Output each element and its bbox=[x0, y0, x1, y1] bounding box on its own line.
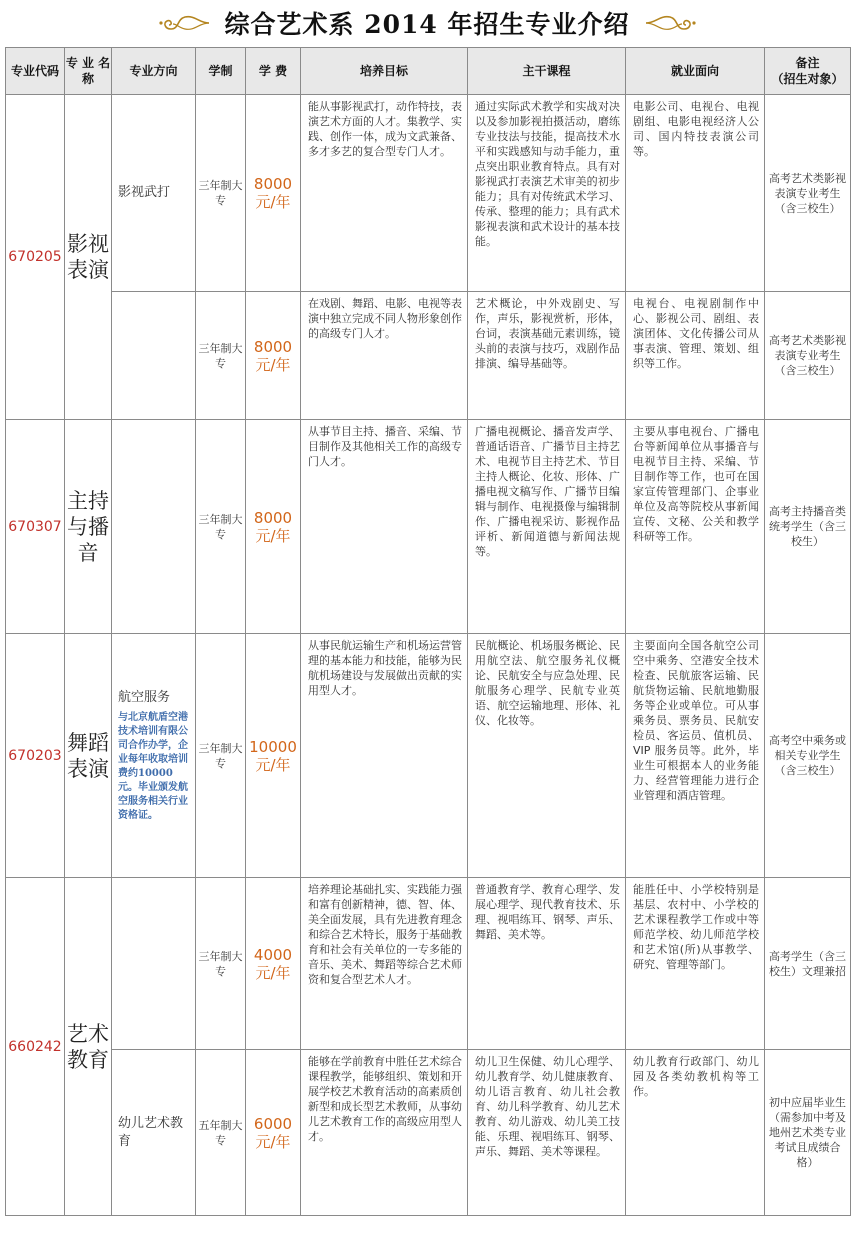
main-courses: 通过实际武术教学和实战对决以及参加影视拍摄活动，磨练专业技法与技能，提高技术水平和实践感知与动手能力，重点突出职业教育特点。具有对影视武打表演艺术审美的初步能力；具有对传统武术学习、传承、整理的能力；具有武术影视表演和武术设计的基本技能。 bbox=[468, 95, 626, 292]
employment-direction: 幼儿教育行政部门、幼儿园及各类幼教机构等工作。 bbox=[626, 1050, 765, 1216]
program-table bbox=[5, 47, 851, 1216]
major-direction: 航空服务 bbox=[118, 689, 171, 705]
employment-direction: 能胜任中、小学校特别是基层、农村中、小学校的艺术课程教学工作或中等师范学校、幼儿师范学校和艺术馆(所)从事教学、研究、管理等部门。 bbox=[626, 878, 765, 1050]
major-direction-cell bbox=[112, 634, 196, 878]
tuition-fee: 8000元/年 bbox=[246, 95, 301, 292]
enrollment-remark: 高考艺术类影视表演专业考生（含三校生） bbox=[765, 292, 851, 420]
enrollment-remark: 高考空中乘务或相关专业学生（含三校生） bbox=[765, 634, 851, 878]
study-system: 三年制大专 bbox=[196, 878, 246, 1050]
study-system: 三年制大专 bbox=[196, 292, 246, 420]
major-code: 670203 bbox=[6, 634, 65, 878]
major-direction: 幼儿艺术教育 bbox=[112, 1050, 196, 1216]
main-courses: 民航概论、机场服务概论、民用航空法、航空服务礼仪概论、民航安全与应急处理、民航服务心理学、民航专业英语、航空运输地理、形体、礼仪、化妆等。 bbox=[468, 634, 626, 878]
header-name: 专 业 名 称 bbox=[65, 48, 112, 95]
table-row bbox=[6, 634, 851, 878]
employment-direction: 主要从事电视台、广播电台等新闻单位从事播音与电视节目主持、采编、节目制作等工作，也可在国家宣传管理部门、企事业单位及高等院校从事新闻宣传、文秘、公关和教学科研等工作。 bbox=[626, 420, 765, 634]
study-system: 三年制大专 bbox=[196, 634, 246, 878]
header-remark-subtitle: （招生对象） bbox=[771, 72, 844, 86]
right-ornament-icon bbox=[644, 11, 700, 35]
main-courses: 艺术概论，中外戏剧史、写作，声乐，影视赏析，形体，台词，表演基础元素训练，镜头前的表演与技巧，戏剧作品排演、编导基础等。 bbox=[468, 292, 626, 420]
main-courses: 广播电视概论、播音发声学、普通话语音、广播节目主持艺术、电视节目主持艺术、节目主持人概论、化妆、形体、广播电视文稿写作、广播节目编辑与制作、电视摄像与编辑制作、广播电视采访、影视作品评析、新闻道德与新闻法规等。 bbox=[468, 420, 626, 634]
table-row bbox=[6, 420, 851, 634]
employment-direction: 电视台、电视剧制作中心、影视公司、剧组、表演团体、文化传播公司从事表演、管理、策划、组织等工作。 bbox=[626, 292, 765, 420]
table-row bbox=[6, 292, 851, 420]
study-system: 三年制大专 bbox=[196, 420, 246, 634]
major-name: 艺术教育 bbox=[65, 878, 112, 1216]
major-direction bbox=[112, 292, 196, 420]
enrollment-remark: 高考主持播音类统考学生（含三校生） bbox=[765, 420, 851, 634]
major-name: 影视表演 bbox=[65, 95, 112, 420]
major-direction bbox=[112, 878, 196, 1050]
title-bar bbox=[0, 0, 854, 46]
study-system: 三年制大专 bbox=[196, 95, 246, 292]
major-name: 主持与播音 bbox=[65, 420, 112, 634]
tuition-fee: 4000元/年 bbox=[246, 878, 301, 1050]
major-code: 670205 bbox=[6, 95, 65, 420]
table-header-row bbox=[6, 48, 851, 95]
header-employment: 就业面向 bbox=[626, 48, 765, 95]
study-system: 五年制大专 bbox=[196, 1050, 246, 1216]
header-direction: 专业方向 bbox=[112, 48, 196, 95]
enrollment-remark: 高考艺术类影视表演专业考生（含三校生） bbox=[765, 95, 851, 292]
header-remark-title: 备注 bbox=[795, 56, 820, 70]
table-row bbox=[6, 878, 851, 1050]
header-remark bbox=[765, 48, 851, 95]
tuition-fee: 8000元/年 bbox=[246, 292, 301, 420]
training-goal: 培养理论基础扎实、实践能力强和富有创新精神，德、智、体、美全面发展，具有先进教育理念和综合艺术特长，服务于基础教育和社会有关单位的一专多能的音乐、美术、舞蹈等综合艺术师资和复合型艺术人才。 bbox=[301, 878, 468, 1050]
training-goal: 从事节目主持、播音、采编、节目制作及其他相关工作的高级专门人才。 bbox=[301, 420, 468, 634]
enrollment-remark: 初中应届毕业生（需参加中考及地州艺术类专业考试且成绩合格） bbox=[765, 1050, 851, 1216]
header-system: 学制 bbox=[196, 48, 246, 95]
major-direction bbox=[112, 420, 196, 634]
major-code: 660242 bbox=[6, 878, 65, 1216]
training-goal: 从事民航运输生产和机场运营管理的基本能力和技能，能够为民航机场建设与发展做出贡献的实用型人才。 bbox=[301, 634, 468, 878]
page-title: 综合艺术系 2014 年招生专业介绍 bbox=[224, 10, 630, 39]
training-goal: 能够在学前教育中胜任艺术综合课程教学，能够组织、策划和开展学校艺术教育活动的高素质创新型和成长型艺术教师，从事幼儿艺术教育工作的高级应用型人才。 bbox=[301, 1050, 468, 1216]
enrollment-remark: 高考学生（含三校生）文理兼招 bbox=[765, 878, 851, 1050]
table-row bbox=[6, 1050, 851, 1216]
training-goal: 能从事影视武打，动作特技，表演艺术方面的人才。集教学、实践、创作一体，成为文武兼备、多才多艺的复合型专门人才。 bbox=[301, 95, 468, 292]
header-fee: 学 费 bbox=[246, 48, 301, 95]
main-courses: 幼儿卫生保健、幼儿心理学、幼儿教育学、幼儿健康教育、幼儿语言教育、幼儿社会教育、幼儿科学教育、幼儿艺术教育、幼儿游戏、幼儿美工技能、乐理、视唱练耳、钢琴、声乐、舞蹈、美术等课程。 bbox=[468, 1050, 626, 1216]
tuition-fee: 6000元/年 bbox=[246, 1050, 301, 1216]
left-ornament-icon bbox=[155, 11, 211, 35]
employment-direction: 电影公司、电视台、电视剧组、电影电视经济人公司、国内特技表演公司等。 bbox=[626, 95, 765, 292]
major-name: 舞蹈表演 bbox=[65, 634, 112, 878]
tuition-fee: 10000元/年 bbox=[246, 634, 301, 878]
header-courses: 主干课程 bbox=[468, 48, 626, 95]
employment-direction: 主要面向全国各航空公司空中乘务、空港安全技术检查、民航旅客运输、民航货物运输、民航地勤服务等企业或单位。可从事乘务员、票务员、民航安检员、客运员、值机员、VIP 服务员等。此外，毕业生可根据本人的业务能力、经营管理能力进行企业管理和酒店管理。 bbox=[626, 634, 765, 878]
training-goal: 在戏剧、舞蹈、电影、电视等表演中独立完成不同人物形象创作的高级专门人才。 bbox=[301, 292, 468, 420]
table-row bbox=[6, 95, 851, 292]
cooperation-note: 与北京航盾空港技术培训有限公司合作办学，企业每年收取培训费约10000元。毕业颁发航空服务相关行业资格证。 bbox=[118, 711, 188, 821]
tuition-fee: 8000元/年 bbox=[246, 420, 301, 634]
major-code: 670307 bbox=[6, 420, 65, 634]
header-code: 专业代码 bbox=[6, 48, 65, 95]
major-direction: 影视武打 bbox=[112, 95, 196, 292]
main-courses: 普通教育学、教育心理学、发展心理学、现代教育技术、乐理、视唱练耳、钢琴、声乐、舞蹈、美术等。 bbox=[468, 878, 626, 1050]
header-goal: 培养目标 bbox=[301, 48, 468, 95]
